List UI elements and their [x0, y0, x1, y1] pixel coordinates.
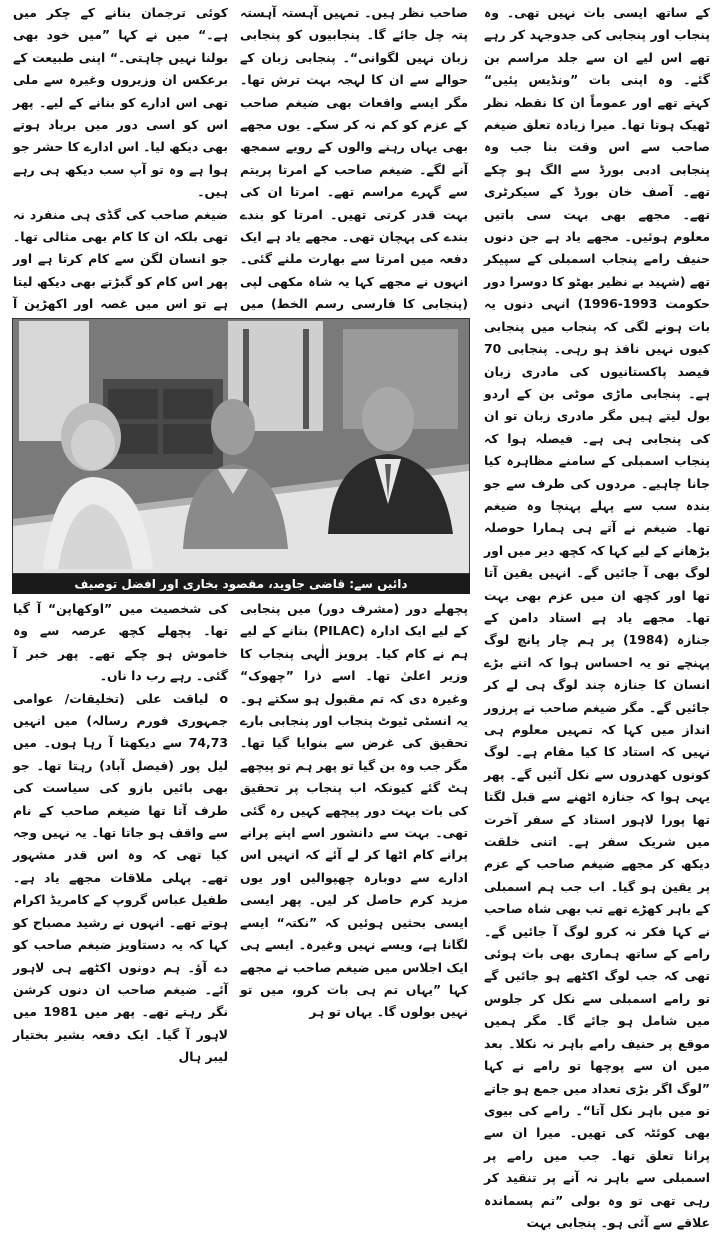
- article-column-left-bottom: [13, 598, 228, 1069]
- paragraph: o لیاقت علی (تخلیقات/ عوامی جمہوری فورم رسالہ) میں انہیں 74,73 سے دیکھتا آ رہا ہوں۔ میں لیل پور (فیصل آباد) رہتا تھا۔ جو بھی بائیں بازو کی سیاست کی طرف آتا تھا ضیغم صاحب کے نام سے واقف ہو جاتا تھا۔ یہ نہیں وجہ کیا تھی کہ وہ اس قدر مشہور تھے۔ پہلی ملاقات مجھے یاد ہے۔ طفیل عباس گروپ کے کامریڈ اکرام ہوتے تھے۔ انہوں نے رشید مصباح کو کہا کہ یہ دستاویز ضیغم صاحب کو دے آؤ۔ ہم دونوں اکٹھے ہی لاہور آئے۔ ضیغم صاحب ان دنوں کرشن نگر رہتے تھے۔ پھر میں 1981 میں لاہور آ گیا۔ ایک دفعہ بشیر بختیار لیبر ہال: [13, 690, 228, 1065]
- paragraph: پچھلے دور (مشرف دور) میں پنجابی کے لیے ایک ادارہ (PILAC) بنانے کے لیے ہم نے کام کیا۔ پرویز الٰہی پنجاب کا وزیر اعلیٰ تھا۔ اسے ذرا ”چھوک“ وغیرہ دی کہ تم مقبول ہو سکتے ہو۔ یہ انسٹی ٹیوٹ پنجاب اور پنجابی بارے تحقیق کی غرض سے بنوایا گیا تھا۔ مگر جب وہ بن گیا تو پھر ہم تو پیچھے ہٹ گئے کیونکہ اب پنجاب پر تحقیق کی بات بہت دور پیچھے کہیں رہ گئی تھی۔ بہت سے دانشور اسے اپنے پرانے پرانے کام اٹھا کر لے آئے کہ انہیں اس ادارے سے دوبارہ چھپوالیں اور یوں مزید کرم حاصل کر لیں۔ پھر ایسی ایسی بحثیں ہوئیں کہ ”نکتہ“ ایسے لگانا ہے، ویسے نہیں وغیرہ۔ ایسے ہی ایک اجلاس میں ضیغم صاحب نے مجھے کہا ”یہاں تم ہی بات کرو، میں تو نہیں بولوں گا۔ یہاں تو ہر: [240, 601, 468, 1020]
- paragraph: کی شخصیت میں ”اوکھاپن“ آ گیا تھا۔ پچھلے کچھ عرصہ سے وہ خاموش ہو چکے تھے۔ پھر خبر آ گئی۔ رہے رب دا ناں۔: [13, 601, 228, 684]
- photo-caption: دائیں سے: قاضی جاوید، مقصود بخاری اور افضل توصیف: [12, 574, 470, 594]
- photograph-drawing: [13, 319, 469, 573]
- paragraph: صاحب نظر ہیں۔ تمہیں آہستہ آہستہ پتہ چل جائے گا۔ پنجابیوں کو پنجابی زبان نہیں لگوانی“۔ پنجابی زبان کے حوالے سے ان کا لہجہ بہت ترش تھا۔ مگر ایسے واقعات بھی ضیغم صاحب کے عزم کو کم نہ کر سکے۔ یوں مجھے بھی یہاں رہنے والوں کے رویے سمجھ آنے لگے۔ ضیغم صاحب کے امرتا پریتم سے گہرے مراسم تھے۔ امرتا ان کی بہت قدر کرتی تھیں۔ امرتا کو بندے بندے کی پہچان تھی۔ مجھے یاد ہے ایک دفعہ میں امرتا سے بھارت ملنے گئی۔ انہوں نے مجھے کہا یہ شاہ مکھی لپی (پنجابی کا فارسی رسم الخط) میں: [240, 5, 468, 312]
- paragraph: کوئی ترجمان بنانے کے چکر میں ہے۔“ میں نے کہا ”میں خود بھی بولنا نہیں چاہتی۔“ اپنی طبیعت کے برعکس ان وزیروں وغیرہ سے ملی تھی اس ادارے کو بنانے کے لیے۔ پھر اس کو اسی دور میں برباد ہوتے بھی دیکھ لیا۔ اس ادارے کا حشر جو ہوا ہے وہ تو آپ سب دیکھ ہی رہے ہیں۔: [13, 5, 228, 200]
- article-column-right: [484, 2, 710, 1234]
- photograph: [12, 318, 470, 574]
- paragraph: ضیغم صاحب کی گڈی ہی منفرد نہ تھی بلکہ ان کا کام بھی مثالی تھا۔ جو انسان لگن سے کام کرتا ہے اور پھر اس کام کو گبڑتے بھی دیکھ لیتا ہے تو اس میں غصہ اور اکھڑپن آ: [13, 206, 228, 312]
- article-column-middle-bottom: [240, 598, 468, 1024]
- paragraph: کے ساتھ ایسی بات نہیں تھی۔ وہ پنجاب اور پنجابی کی جدوجہد کر رہے تھے اس لیے ان سے جلد مراسم بن گئے۔ وہ اپنی بات ”ونڈیس پئیں“ کہتے تھے اور عموماً ان کا نقطہ نظر ٹھیک ہوتا تھا۔ میرا زیادہ تعلق ضیغم صاحب سے اس وقت بنا جب وہ پنجابی ادبی بورڈ سے الگ ہو چکے تھے۔ آصف خان بورڈ کے سیکرٹری تھے۔ مجھے بھی بہت سی باتیں معلوم ہوئیں۔ مجھے یاد ہے جن دنوں حنیف رامے پنجاب اسمبلی کے سپیکر تھے (شہید بے نظیر بھٹو کا دوسرا دور حکومت 1993-1996) انہی دنوں یہ بات ہونے لگی کہ پنجاب میں پنجابی کیوں نہیں نافذ ہو رہی۔ پنجابی 70 فیصد پاکستانیوں کی مادری زبان ہے۔ پنجابی ماڑی موٹی بن کے اردو بول لیتے ہیں مگر مادری زبان تو ان کی پنجابی ہی ہے۔ فیصلہ ہوا کہ پنجاب اسمبلی کے سامنے مظاہرہ کیا جانا چاہیے۔ مردوں کی طرف سے جو بندہ سب سے پہلے پہنچا وہ ضیغم تھا۔ ضیغم نے آتے ہی ہمارا حوصلہ بڑھانے کے لیے کہا کہ کچھ دیر میں اور لوگ بھی آ جائیں گے۔ انہیں یقین آتا تھا اور کچھ ان میں عزم بھی بہت تھا۔ مجھے یاد ہے استاد دامن کے جنازہ (1984) پر ہم چار پانچ لوگ پہنچے تو یہ احساس ہوا کہ اتنے بڑے انسان کا جنازہ چند لوگ ہی لے کر جائیں گے۔ مگر ضیغم صاحب نے پرزور انداز میں کہا کہ تمہیں معلوم ہی نہیں کہ استاد کا کیا مقام ہے۔ لوگ کونوں کھدروں سے نکل آئیں گے۔ پھر یہی ہوا کہ جنازہ اٹھنے سے قبل لگتا تھا پورا لاہور استاد کے سفر آخرت میں شریک سفر ہے۔ اتنی خلقت دیکھ کر مجھے ضیغم صاحب کے عزم پر یقین ہو گیا۔ اب جب ہم اسمبلی کے باہر کھڑے تھے تب بھی شاہ صاحب نے کہا فکر نہ کرو لوگ آ جائیں گے۔ رامے کے ساتھ ہماری بھی بات ہوئی تھی کہ جب لوگ اکٹھے ہو جائیں گے تو رامے اسمبلی سے نکل کر جلوس میں شامل ہو جائے گا۔ مگر ہمیں موقع پر حنیف رامے باہر نہ نکلا۔ بعد میں ان سے پوچھا تو رامے نے کہا ”لوگ اگر بڑی تعداد میں جمع ہو جاتے تو میں باہر نکل آتا“۔ رامے کی بیوی بھی کوئٹہ کی تھیں۔ میرا ان سے پرانا تعلق تھا۔ جب میں رامے پر اسمبلی سے باہر نہ آنے پر تنقید کر رہی تھی تو وہ بولی ”تم پسماندہ علاقے سے آئی ہو۔ پنجابی بہت: [484, 5, 711, 1230]
